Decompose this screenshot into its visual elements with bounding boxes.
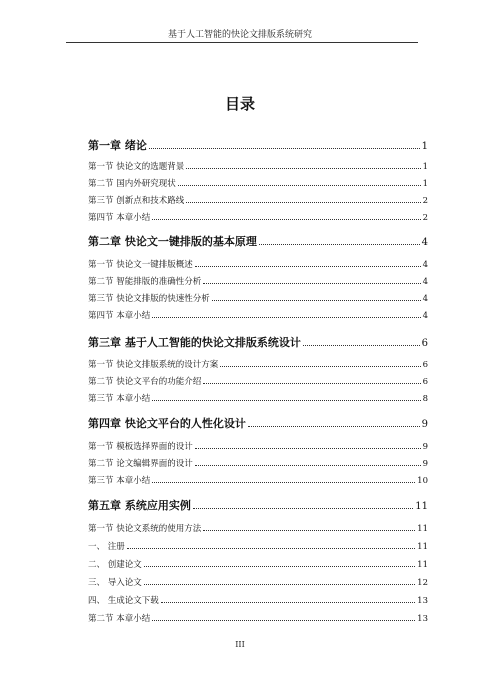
toc-page-number: 6 [422,377,428,387]
dot-leader [195,465,421,466]
toc-entry-label: 第一节 快论文系统的使用方法 [88,524,202,534]
toc-section[interactable] [88,275,428,287]
toc-page-number: 4 [422,294,428,304]
dot-leader [144,566,415,567]
dot-leader [259,244,420,245]
toc-page-number: 1 [421,141,428,152]
toc-section[interactable] [88,160,428,172]
dot-leader [152,400,420,401]
dot-leader [152,317,420,318]
toc-section[interactable] [88,612,428,624]
dot-leader [203,283,420,284]
toc-entry-label: 第一章 绪论 [88,139,147,152]
toc-page-number: 10 [417,476,428,486]
toc-entry-label: 第五章 系统应用实例 [88,499,191,512]
toc-page-number: 6 [422,360,428,370]
toc-entry-label: 第四节 本章小结 [88,311,151,321]
toc-entry-label: 第三节 本章小结 [88,476,151,486]
toc-entry-label: 第二章 快论文一键排版的基本原理 [88,235,257,248]
toc-subsection[interactable] [88,558,428,570]
toc-section[interactable] [88,440,428,452]
toc-page-number: 1 [422,162,428,172]
dot-leader [178,185,421,186]
toc-page-number: 9 [422,459,428,469]
toc-entry-label: 二、 创建论文 [88,560,142,570]
dot-leader [152,482,415,483]
dot-leader [303,345,420,346]
toc-section[interactable] [88,177,428,189]
toc-entry-label: 三、 导入论文 [88,578,142,588]
toc-page-number: 11 [417,524,428,534]
dot-leader [203,530,415,531]
dot-leader [212,300,421,301]
toc-section[interactable] [88,194,428,206]
dot-leader [195,448,421,449]
toc-chapter-2[interactable] [88,233,428,249]
toc-entry-label: 第四章 快论文平台的人性化设计 [88,417,246,430]
dot-leader [161,602,415,603]
toc-section[interactable] [88,309,428,321]
toc-page-number: 4 [422,277,428,287]
toc-section[interactable] [88,457,428,469]
toc-entry-label: 第四节 本章小结 [88,213,151,223]
toc-section[interactable] [88,292,428,304]
toc-page-number: 9 [422,442,428,452]
toc-entry-label: 第二节 快论文平台的功能介绍 [88,377,202,387]
toc-subsection[interactable] [88,576,428,588]
toc-title: 目录 [224,95,255,113]
toc-page-number: 8 [422,394,428,404]
dot-leader [203,383,420,384]
toc-entry-label: 第二节 国内外研究现状 [88,179,176,189]
toc-entry-label: 第一节 快论文一键排版概述 [88,260,193,270]
toc-page-number: 1 [422,179,428,189]
dot-leader [220,366,420,367]
toc-page-number: 11 [417,542,428,552]
toc-section[interactable] [88,522,428,534]
toc-page-number: 9 [421,419,428,430]
page-number: III [235,640,245,649]
header-rule [66,42,418,43]
toc-entry-label: 一、 注册 [88,542,125,552]
toc-page-number: 2 [422,196,428,206]
toc-subsection[interactable] [88,594,428,606]
toc-entry-label: 第三节 创新点和技术路线 [88,196,185,206]
toc-section[interactable] [88,375,428,387]
toc-section[interactable] [88,392,428,404]
dot-leader [144,584,415,585]
toc-page-number: 12 [417,578,428,588]
toc-page-number: 4 [422,260,428,270]
toc-subsection[interactable] [88,540,428,552]
toc-page-number: 11 [417,560,428,570]
toc-section[interactable] [88,211,428,223]
toc-section[interactable] [88,258,428,270]
toc-entry-label: 第二节 智能排版的准确性分析 [88,277,202,287]
toc-page-number: 4 [421,237,428,248]
dot-leader [127,548,415,549]
toc-entry-label: 第三节 本章小结 [88,394,151,404]
dot-leader [152,219,420,220]
dot-leader [152,620,415,621]
dot-leader [193,508,413,509]
toc-page-number: 11 [415,501,428,512]
toc-chapter-4[interactable] [88,415,428,431]
toc-page-number: 13 [417,596,428,606]
toc-entry-label: 第三章 基于人工智能的快论文排版系统设计 [88,336,301,349]
toc-entry-label: 第一节 快论文排版系统的设计方案 [88,360,219,370]
toc-chapter-3[interactable] [88,334,428,350]
dot-leader [248,426,420,427]
dot-leader [186,168,420,169]
toc-entry-label: 四、 生成论文下载 [88,596,159,606]
running-header: 基于人工智能的快论文排版系统研究 [167,30,312,40]
toc-chapter-5[interactable] [88,497,428,513]
dot-leader [186,202,420,203]
toc-entry-label: 第二节 本章小结 [88,614,151,624]
toc-section[interactable] [88,358,428,370]
toc-entry-label: 第二节 论文编辑界面的设计 [88,459,193,469]
toc-page-number: 2 [422,213,428,223]
toc-chapter-1[interactable] [88,137,428,153]
toc-section[interactable] [88,474,428,486]
dot-leader [195,266,421,267]
toc-page-number: 6 [421,338,428,349]
toc-entry-label: 第一节 模板选择界面的设计 [88,442,193,452]
dot-leader [149,148,420,149]
toc-page-number: 13 [417,614,428,624]
toc-page-number: 4 [422,311,428,321]
toc-entry-label: 第三节 快论文排版的快速性分析 [88,294,210,304]
toc-entry-label: 第一节 快论文的选题背景 [88,162,185,172]
